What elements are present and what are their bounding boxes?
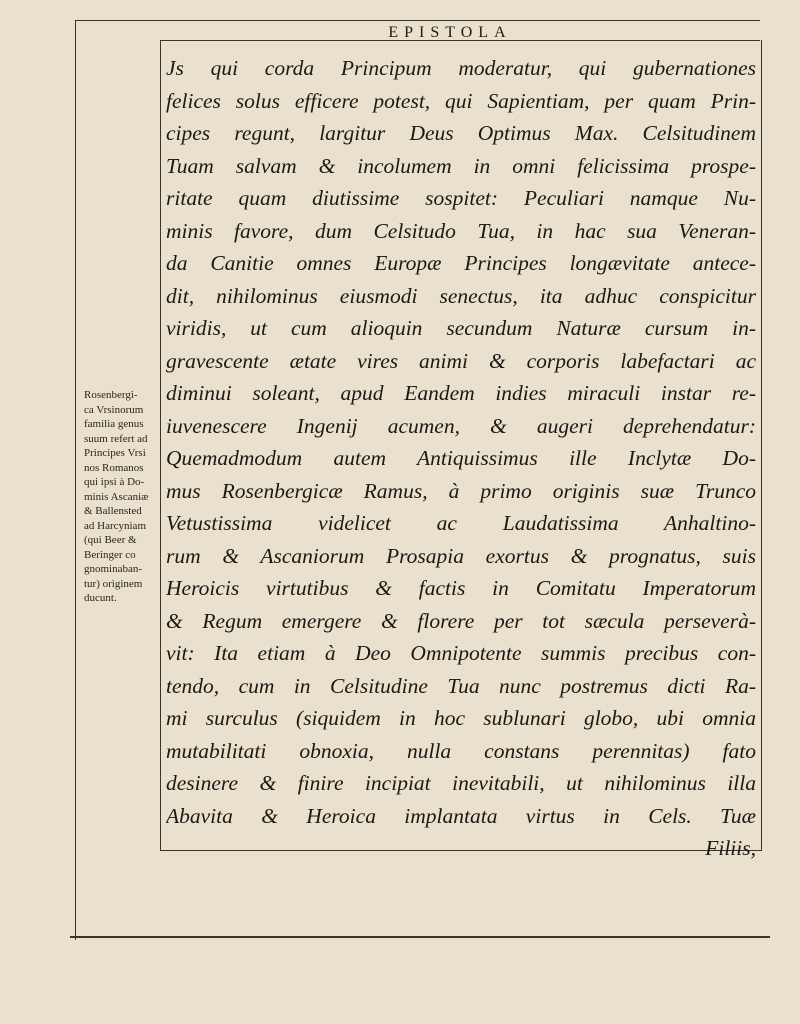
text-line: da Canitie omnes Europæ Principes longævitate antece- <box>166 251 756 275</box>
note-line: familia genus <box>84 418 144 430</box>
note-line: Principes Vrsi <box>84 447 146 459</box>
text-line: Vetustissima videlicet ac Laudatissima Anhaltino- <box>166 511 756 535</box>
text-line: rum & Ascaniorum Prosapia exortus & prognatus, suis <box>166 543 756 568</box>
text-line: mutabilitati obnoxia, nulla constans perennitas) fato <box>166 738 756 763</box>
text-line: vit: Ita etiam à Deo Omnipotente summis precibus con- <box>166 641 756 665</box>
text-line: diminui soleant, apud Eandem indies miraculi instar re- <box>166 381 756 405</box>
text-line: viridis, ut cum alioquin secundum Naturæ cursum in- <box>166 316 756 340</box>
text-line: mi surculus (siquidem in hoc sublunari globo, ubi omnia <box>166 706 756 730</box>
note-line: tur) originem <box>84 577 143 590</box>
text-line: Heroicis virtutibus & factis in Comitatu Imperatorum <box>166 576 756 600</box>
text-line: cipes regunt, largitur Deus Optimus Max. Celsitudinem <box>166 121 756 145</box>
main-text <box>166 52 756 865</box>
note-line: suum refert ad <box>84 432 148 445</box>
marginal-note <box>84 388 158 606</box>
text-line: tendo, cum in Celsitudine Tua nunc postremus dicti Ra- <box>166 673 756 698</box>
note-line: qui ipsi à Do- <box>84 476 145 488</box>
text-line: ritate quam diutissime sospitet: Peculiari namque Nu- <box>166 186 756 210</box>
note-line: (qui Beer & <box>84 534 137 546</box>
text-line: dit, nihilominus eiusmodi senectus, ita adhuc conspicitur <box>166 283 756 308</box>
text-line: desinere & finire incipiat inevitabili, ut nihilominus illa <box>166 771 756 795</box>
text-line: Tuam salvam & incolumem in omni felicissima prospe- <box>166 153 756 178</box>
text-line: Abavita & Heroica implantata virtus in Cels. Tuæ <box>166 803 756 828</box>
note-line: Rosenbergi- <box>84 389 138 401</box>
text-line: Js qui corda Principum moderatur, qui gubernationes <box>166 56 756 80</box>
footer-rule <box>70 936 770 938</box>
text-line: mus Rosenbergicæ Ramus, à primo originis suæ Trunco <box>166 478 756 503</box>
note-line: & Ballensted <box>84 505 142 517</box>
note-line: ducunt. <box>84 592 117 604</box>
text-line: felices solus efficere potest, qui Sapientiam, per quam Prin- <box>166 88 756 113</box>
outer-border-left <box>75 20 76 940</box>
note-line: minis Ascaniæ <box>84 490 149 503</box>
note-line: ca Vrsinorum <box>84 403 144 416</box>
text-line: minis favore, dum Celsitudo Tua, in hac sua Veneran- <box>166 218 756 243</box>
text-line: iuvenescere Ingenij acumen, & augeri deprehendatur: <box>166 413 756 438</box>
note-line: Beringer co <box>84 548 136 561</box>
note-line: ad Harcyniam <box>84 519 146 532</box>
running-head: EPISTOLA <box>388 24 512 41</box>
note-line: nos Romanos <box>84 461 144 474</box>
text-line: & Regum emergere & florere per tot sæcula perseverà- <box>166 608 756 633</box>
note-line: gnominaban- <box>84 563 143 575</box>
header-rule <box>75 20 760 21</box>
text-line: Quemadmodum autem Antiquissimus ille Inclytæ Do- <box>166 446 756 470</box>
text-line: gravescente ætate vires animi & corporis labefactari ac <box>166 348 756 373</box>
text-line-last: Filiis, <box>705 836 756 860</box>
